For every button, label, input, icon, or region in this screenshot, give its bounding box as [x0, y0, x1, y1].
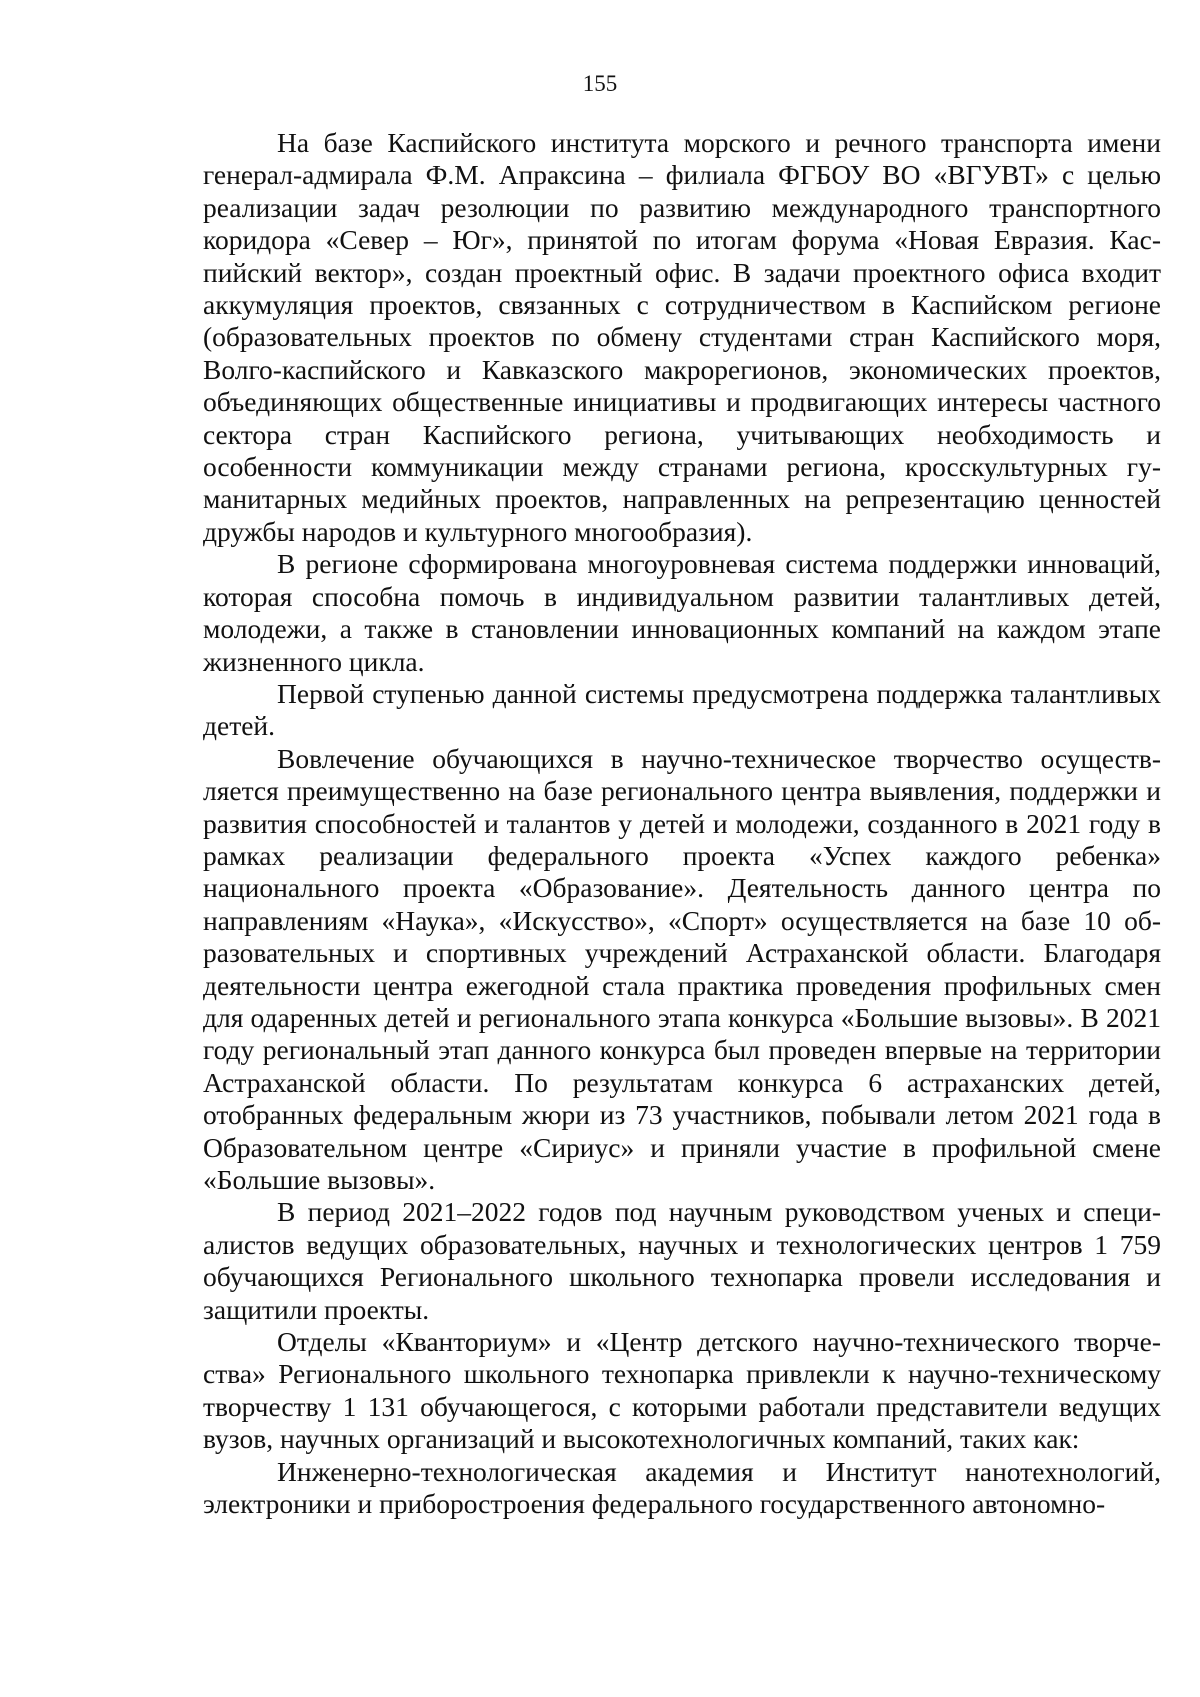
- page-number: 155: [582, 71, 618, 96]
- paragraph-innovation-support-system: В регионе сформирована многоуровневая система поддержки инноваций, которая способна помочь в индивидуальном развитии талантливых детей, молодежи, а также в становлении инновационных компаний на каждом этапе жизненного цикла.: [203, 548, 1161, 677]
- paragraph-first-stage: Первой ступенью данной системы предусмотрена поддержка талантливых детей.: [203, 677, 1161, 742]
- paragraph-research-projects: В период 2021–2022 годов под научным руководством ученых и специалистов ведущих образовательных, научных и технологических центров 1 759 обучающихся Регионального школьного технопарка провели исследования и защитили проекты.: [203, 1196, 1161, 1325]
- body-text: [203, 127, 1161, 1520]
- paragraph-kvantorium-departments: Отделы «Кванториум» и «Центр детского научно-технического творчества» Регионального школьного технопарка привлекли к научно-техническому творчеству 1 131 обучающегося, с которыми работали представители ведущих вузов, научных организаций и высокотехнологичных компаний, таких как:: [203, 1326, 1161, 1455]
- paragraph-caspian-project-office: На базе Каспийского института морского и речного транспорта имени генерал-адмирала Ф.М. Апраксина – филиала ФГБОУ ВО «ВГУВТ» с целью реализации задач резолюции по развитию международного транспортного коридора «Север – Юг», принятой по итогам форума «Новая Евразия. Каспийский вектор», создан проектный офис. В задачи проектного офиса входит аккумуляция проектов, связанных с сотрудничеством в Каспийском регионе (образовательных проектов по обмену студентами стран Каспийского моря, Волго-каспийского и Кавказского макрорегионов, экономических проектов, объединяющих общественные инициативы и продвигающих интересы частного сектора стран Каспийского региона, учитывающих необходимость и особенности коммуникации между странами региона, кросскультурных гуманитарных медийных проектов, направленных на репрезентацию ценностей дружбы народов и культурного многообразия).: [203, 127, 1161, 547]
- paragraph-regional-talent-center: Вовлечение обучающихся в научно-техническое творчество осуществляется преимущественно на базе регионального центра выявления, поддержки и развития способностей и талантов у детей и молодежи, созданного в 2021 году в рамках реализации федерального проекта «Успех каждого ребенка» национального проекта «Образование». Деятельность данного центра по направлениям «Наука», «Искусство», «Спорт» осуществляется на базе 10 образовательных и спортивных учреждений Астраханской области. Благодаря деятельности центра ежегодной стала практика проведения профильных смен для одаренных детей и регионального этапа конкурса «Большие вызовы». В 2021 году региональный этап данного конкурса был проведен впервые на территории Астраханской области. По результатам конкурса 6 астраханских детей, отобранных федеральным жюри из 73 участников, побывали летом 2021 года в Образовательном центре «Сириус» и приняли участие в профильной смене «Большие вызовы».: [203, 742, 1161, 1195]
- paragraph-engineering-academy: Инженерно-технологическая академия и Институт нанотехнологий, электроники и приборостроения федерального государственного автономно-: [203, 1455, 1161, 1520]
